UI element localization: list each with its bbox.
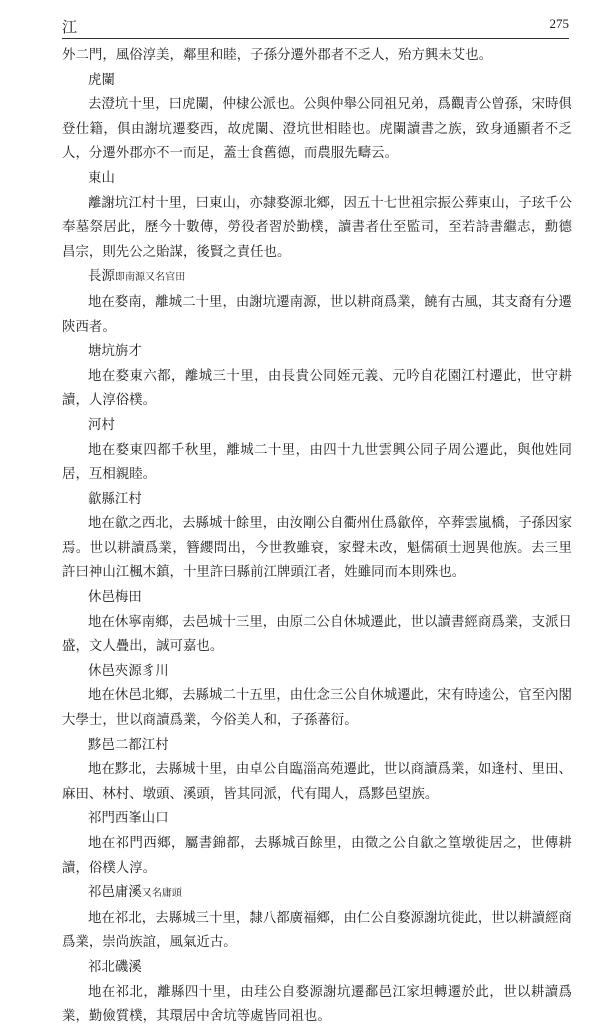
heading-text: 祁北磯溪 [88,959,142,975]
heading-text: 黟邑二都江村 [88,737,169,753]
entry-heading [62,956,572,981]
entry-heading [62,488,572,513]
heading-text: 祁邑庸溪 [88,885,142,901]
heading-text: 休邑夾源豸川 [88,663,169,679]
header-title: 江 [62,18,78,36]
page-number: 275 [549,16,569,31]
entry-heading [62,414,572,439]
entry-heading [62,265,572,291]
entry-heading [62,660,572,685]
entry-heading [62,586,572,611]
body-paragraph: 地在祁北，離縣四十里，由珪公自婺源謝坑遷鄱邑江家坦轉遷於此，世以耕讀爲業，勤儉質樸，其環居中舍坑等處皆同祖也。 [62,984,572,1025]
body-paragraph: 地在歙之西北，去縣城十餘里，由汝剛公自衢州仕爲歙倅，卒葬雲嵐橋，子孫因家焉。世以耕讀爲業，簪纓問出，今世教雖衰，家聲未改，魁儒碩士迥異他族。去三里許曰神山江楓木鎮，十里許曰縣前江牌頭江者，姓雖同而本則殊也。 [62,516,572,581]
heading-text: 歙縣江村 [88,491,142,507]
heading-text: 塘坑旃才 [88,344,142,360]
entry-heading [62,167,572,192]
body-paragraph: 外二門，風俗淳美，鄰里和睦，子孫分遷外郡者不乏人，殆方興未艾也。 [62,48,493,63]
body-paragraph: 地在婺南，離城二十里，由謝坑遷南源，世以耕商爲業，饒有古風，其支裔有分遷陝西者。 [62,294,572,335]
entry-heading [62,881,572,907]
body-paragraph: 地在祁北，去縣城三十里，隸八都廣福鄉，由仁公自婺源謝坑徙此，世以耕讀經商爲業，崇尚族誼，風氣近古。 [62,910,572,951]
entry-heading [62,340,572,365]
body-paragraph: 離謝坑江村十里，曰東山，亦隸婺源北鄉，因五十七世祖宗振公葬東山，子玹千公奉墓祭居此，歷今十數傳，勞役者習於勤樸，讀書者仕至監司，至若詩書繼志，勳德昌宗，則先公之貽謀，後賢之責任也。 [62,195,572,260]
page-body [62,44,572,1030]
body-paragraph: 地在婺東四都千秋里，離城二十里，由四十九世雲興公同子周公遷此，與他姓同居，互相親睦。 [62,442,572,483]
heading-text: 休邑梅田 [88,590,142,606]
heading-note: 即南源又名官田 [114,272,186,284]
running-header [62,14,569,39]
body-paragraph: 地在休寧南鄉，去邑城十三里，由原二公自休城遷此，世以讀書經商爲業，支派日盛，文人疊出，誠可嘉也。 [62,614,572,655]
body-paragraph: 地在休邑北鄉，去縣城二十五里，由仕念三公自休城遷此，宋有時逵公，官至內閣大學士，世以商讀爲業，今俗美人和，子孫蕃衍。 [62,688,572,729]
entry-heading [62,734,572,759]
heading-text: 虎闌 [88,72,115,88]
body-paragraph: 地在黟北，去縣城十里，由卓公自臨淄高苑遷此，世以商讀爲業，如逢村、里田、麻田、林村、墩頭、溪頭，皆其同派，代有聞人，爲黟邑望族。 [62,762,572,802]
body-paragraph: 地在婺東六都，離城三十里，由長貴公同姪元義、元吟自花園江村遷此，世守耕讀，人淳俗樸。 [62,368,572,409]
heading-text: 祁門西峯山口 [88,811,169,827]
heading-note: 又名庸頭 [141,888,182,900]
entry-heading [62,69,572,94]
body-paragraph: 地在祁門西鄉，屬書錦都，去縣城百餘里，由徵之公自歙之篁墩徙居之，世傳耕讀，俗樸人淳。 [62,836,572,876]
body-paragraph: 去澄坑十里，曰虎闌，仲棣公派也。公與仲舉公同祖兄弟，爲觀青公曾孫，宋時俱登仕籍，俱由謝坑遷婺西，故虎闌、澄坑世相睦也。虎闌讀書之族，致身通顯者不乏人，分遷外郡亦不一而足，蓋士食舊德，而農服先疇云。 [62,97,572,162]
heading-text: 長源 [88,269,115,285]
heading-text: 河村 [88,417,115,433]
entry-heading [62,807,572,832]
heading-text: 東山 [88,170,115,186]
